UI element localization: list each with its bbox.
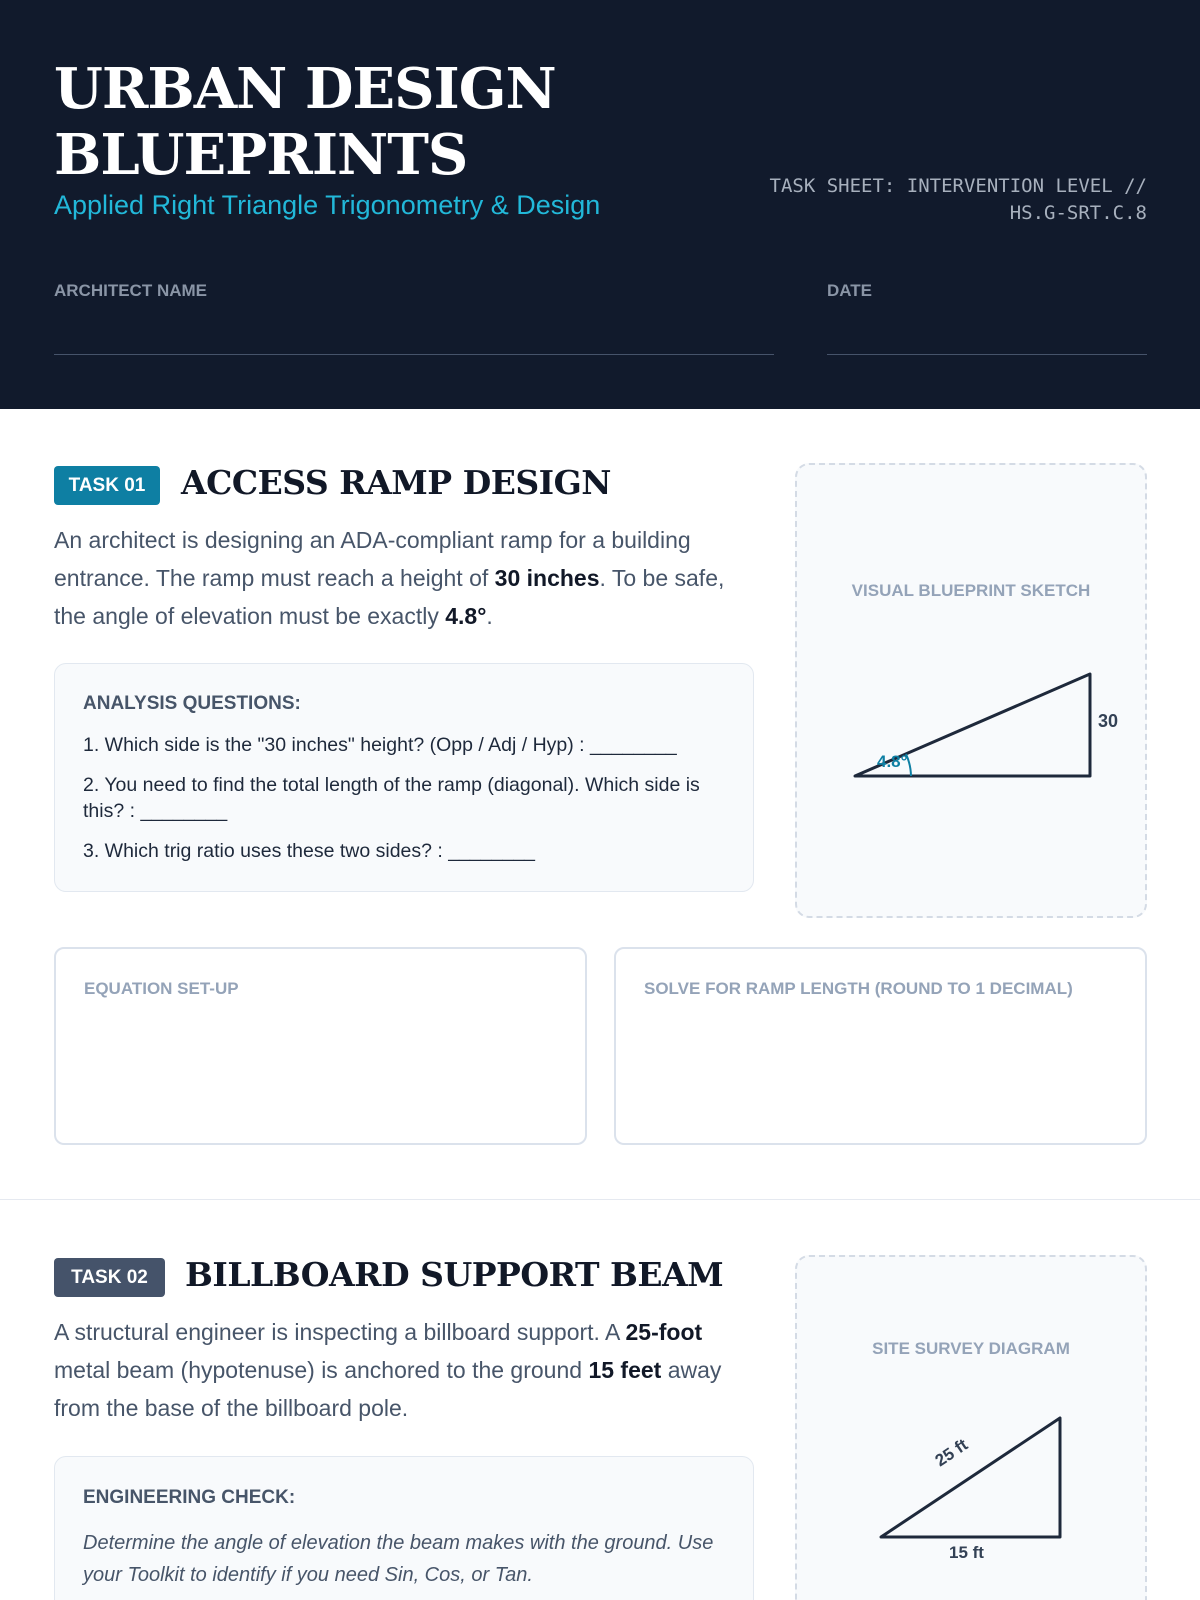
page-title: URBAN DESIGN BLUEPRINTS bbox=[54, 56, 556, 188]
date-field[interactable] bbox=[827, 354, 1147, 355]
solve-ramp-length-label: SOLVE FOR RAMP LENGTH (ROUND TO 1 DECIMAL) bbox=[644, 979, 1073, 998]
date-label: DATE bbox=[827, 281, 873, 300]
angle-label: 4.8° bbox=[877, 752, 908, 771]
analysis-questions-heading: ANALYSIS QUESTIONS: bbox=[83, 693, 301, 714]
blueprint-sketch-panel bbox=[795, 463, 1147, 918]
solve-ramp-length-box[interactable] bbox=[614, 947, 1147, 1145]
equation-setup-box[interactable] bbox=[54, 947, 587, 1145]
prompt-angle-value: 4.8° bbox=[445, 603, 487, 629]
architect-name-field[interactable] bbox=[54, 354, 774, 355]
question-1: 1. Which side is the "30 inches" height? (Opp / Adj / Hyp) : ________ bbox=[83, 734, 677, 756]
task-01-prompt bbox=[54, 521, 754, 635]
prompt-text: . bbox=[486, 603, 493, 629]
question-3: 3. Which trig ratio uses these two sides? : ________ bbox=[83, 840, 536, 862]
question-2: 2. You need to find the total length of the ramp (diagonal). Which side is this? : ________ bbox=[83, 774, 700, 822]
blueprint-sketch-label: VISUAL BLUEPRINT SKETCH bbox=[851, 581, 1091, 600]
beam-triangle bbox=[881, 1418, 1060, 1537]
page-header bbox=[0, 0, 1200, 409]
engineering-check-note: Determine the angle of elevation the beam makes with the ground. Use your Toolkit to identify if you need Sin, Cos, or Tan. bbox=[83, 1532, 714, 1586]
task-01-title: ACCESS RAMP DESIGN bbox=[181, 463, 611, 502]
prompt-base-distance: 15 feet bbox=[588, 1357, 662, 1383]
engineering-check-box bbox=[54, 1456, 754, 1600]
task-01-badge: TASK 01 bbox=[54, 466, 160, 505]
task-02-badge: TASK 02 bbox=[54, 1258, 165, 1297]
task-02-prompt bbox=[54, 1313, 754, 1427]
page-subtitle: Applied Right Triangle Trigonometry & Design bbox=[54, 190, 601, 220]
engineering-check-heading: ENGINEERING CHECK: bbox=[83, 1487, 296, 1508]
prompt-text: A structural engineer is inspecting a billboard support. A bbox=[54, 1319, 626, 1345]
prompt-text: An architect is designing an ADA-compliant ramp for a building entrance. The ramp must reach a height of bbox=[54, 527, 691, 591]
analysis-questions-box bbox=[54, 663, 754, 892]
height-label: 30 bbox=[1098, 711, 1119, 731]
equation-setup-label: EQUATION SET-UP bbox=[84, 979, 239, 998]
prompt-height-value: 30 inches bbox=[494, 565, 600, 591]
beam-triangle-diagram bbox=[797, 1257, 1149, 1600]
prompt-text: . To be safe, the angle of elevation must be exactly bbox=[54, 565, 725, 629]
task-sheet-code: TASK SHEET: INTERVENTION LEVEL // HS.G-SRT.C.8 bbox=[769, 175, 1147, 224]
ramp-triangle-diagram bbox=[797, 465, 1149, 920]
prompt-text: away from the base of the billboard pole. bbox=[54, 1357, 722, 1421]
site-survey-label: SITE SURVEY DIAGRAM bbox=[872, 1339, 1070, 1358]
hypotenuse-label: 25 ft bbox=[931, 1435, 972, 1471]
prompt-beam-length: 25-foot bbox=[625, 1319, 703, 1345]
base-label: 15 ft bbox=[949, 1543, 984, 1562]
prompt-text: metal beam (hypotenuse) is anchored to the ground bbox=[54, 1357, 589, 1383]
section-divider bbox=[0, 1199, 1200, 1200]
site-survey-panel bbox=[795, 1255, 1147, 1600]
architect-name-label: ARCHITECT NAME bbox=[54, 281, 207, 300]
task-02-title: BILLBOARD SUPPORT BEAM bbox=[185, 1255, 724, 1294]
